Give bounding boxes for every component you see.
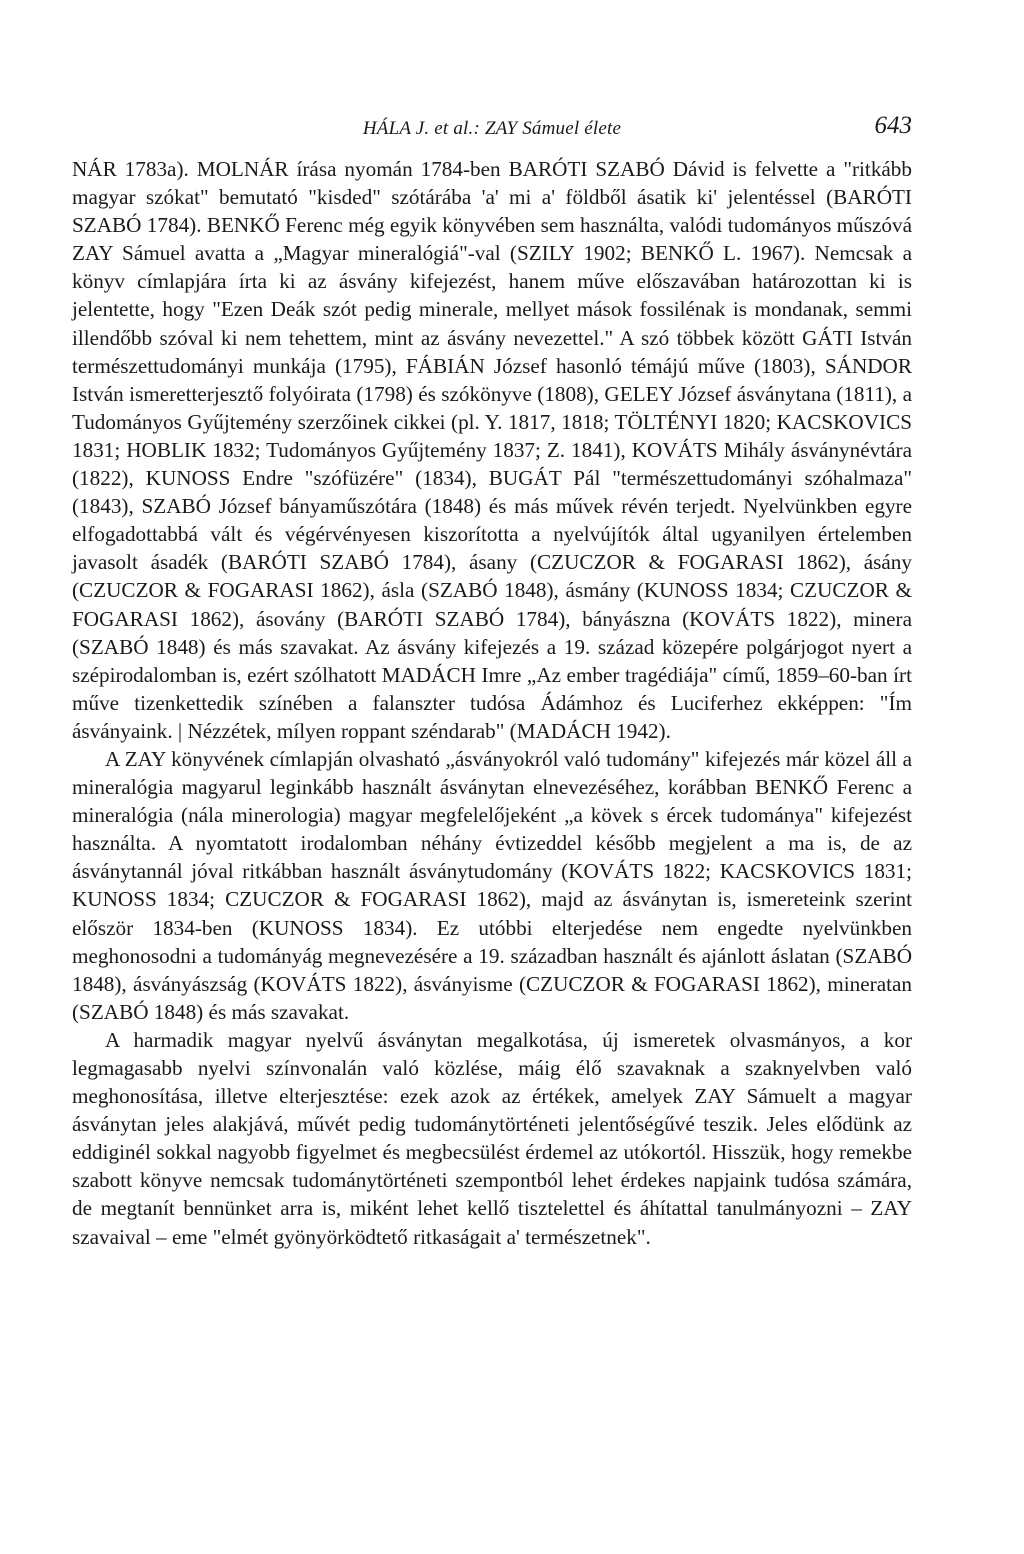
paragraph-title-term: A ZAY könyvének címlapján olvasható „ásványokról való tudomány" kifejezés már közel áll a mineralógia magyarul leginkább használt ásványtan elnevezéséhez, korábban BENKŐ Ferenc a mineralógia (nála minerologia) magyar megfelelőjeként „a kövek s ércek tudománya" kifejezést használta. A nyomtatott irodalomban néhány évtizeddel később megjelent a ma is, de az ásványtannál jóval ritkábban használt ásványtudomány (KOVÁTS 1822; KACSKOVICS 1831; KUNOSS 1834; CZUCZOR & FOGARASI 1862), majd az ásványtan is, ismereteink szerint először 1834-ben (KUNOSS 1834). Ez utóbbi elterjedése nem engedte nyelvünkben meghonosodni a tudományág megnevezésére a 19. században használt és ajánlott áslatan (SZABÓ 1848), ásványászság (KOVÁTS 1822), ásványisme (CZUCZOR & FOGARASI 1862), mineratan (SZABÓ 1848) és más szavakat. — [72, 746, 912, 1024]
body-text — [72, 155, 912, 1251]
page-number: 643 — [874, 112, 912, 139]
paragraph-continued: NÁR 1783a). MOLNÁR írása nyomán 1784-ben BARÓTI SZABÓ Dávid is felvette a "ritkább magyar szókat" bemutató "kisded" szótárába 'a' mi a' földből ásatik ki' jelentéssel (BARÓTI SZABÓ 1784). BENKŐ Ferenc még egyik könyvében sem használta, valódi tudományos műszóvá ZAY Sámuel avatta a „Magyar mineralógiá"-val (SZILY 1902; BENKŐ L. 1967). Nemcsak a könyv címlapjára írta ki az ásvány kifejezést, hanem műve előszavában határozottan ki is jelentette, hogy "Ezen Deák szót pedig minerale, mellyet mások fossilénak is mondanak, semmi illendőbb szóval ki nem tehettem, mint az ásvány nevezettel." A szó többek között GÁTI István természettudományi munkája (1795), FÁBIÁN József hasonló témájú műve (1803), SÁNDOR István ismeretterjesztő folyóirata (1798) és szókönyve (1808), GELEY József ásványtana (1811), a Tudományos Gyűjtemény szerzőinek cikkei (pl. Y. 1817, 1818; TÖLTÉNYI 1820; KACSKOVICS 1831; HOBLIK 1832; Tudományos Gyűjtemény 1837; Z. 1841), KOVÁTS Mihály ásványnévtára (1822), KUNOSS Endre "szófüzére" (1834), BUGÁT Pál "természettudományi szóhalmaza" (1843), SZABÓ József bányaműszótára (1848) és más művek révén terjedt. Nyelvünkben egyre elfogadottabbá vált és végérvényesen kiszorította a nyelvújítók által ugyanilyen értelemben javasolt ásadék (BARÓTI SZABÓ 1784), ásany (CZUCZOR & FOGARASI 1862), ásány (CZUCZOR & FOGARASI 1862), ásla (SZABÓ 1848), ásmány (KUNOSS 1834; CZUCZOR & FOGARASI 1862), ásovány (BARÓTI SZABÓ 1784), bányászna (KOVÁTS 1822), minera (SZABÓ 1848) és más szavakat. Az ásvány kifejezés a 19. század közepére polgárjogot nyert a szépirodalomban is, ezért szólhatott MADÁCH Imre „Az ember tragédiája" című, 1859–60-ban írt műve tizenkettedik színében a falanszter tudósa Ádámhoz és Luciferhez ekképpen: "Ím ásványaink. | Nézzétek, mílyen roppant széndarab" (MADÁCH 1942). — [72, 157, 912, 743]
paragraph-conclusion: A harmadik magyar nyelvű ásványtan megalkotása, új ismeretek olvasmányos, a kor legmagasabb nyelvi színvonalán való közlése, máig élő szavaknak a szaknyelvben való meghonosítása, illetve elterjesztése: ezek azok az értékek, amelyek ZAY Sámuelt a magyar ásványtan jeles alakjává, művét pedig tudománytörténeti jelentőségűvé teszik. Jeles elődünk az eddiginél sokkal nagyobb figyelmet és megbecsülést érdemel az utókortól. Hisszük, hogy remekbe szabott könyve nemcsak tudománytörténeti szempontból lehet érdekes napjaink tudósa számára, de megtanít bennünket arra is, miként lehet kellő tisztelettel és áhítattal tanulmányozni – ZAY szavaival – eme "elmét gyönyörködtető ritkaságait a' természetnek". — [72, 1027, 912, 1249]
running-head — [72, 112, 912, 146]
running-title: HÁLA J. et al.: ZAY Sámuel élete — [362, 118, 622, 139]
